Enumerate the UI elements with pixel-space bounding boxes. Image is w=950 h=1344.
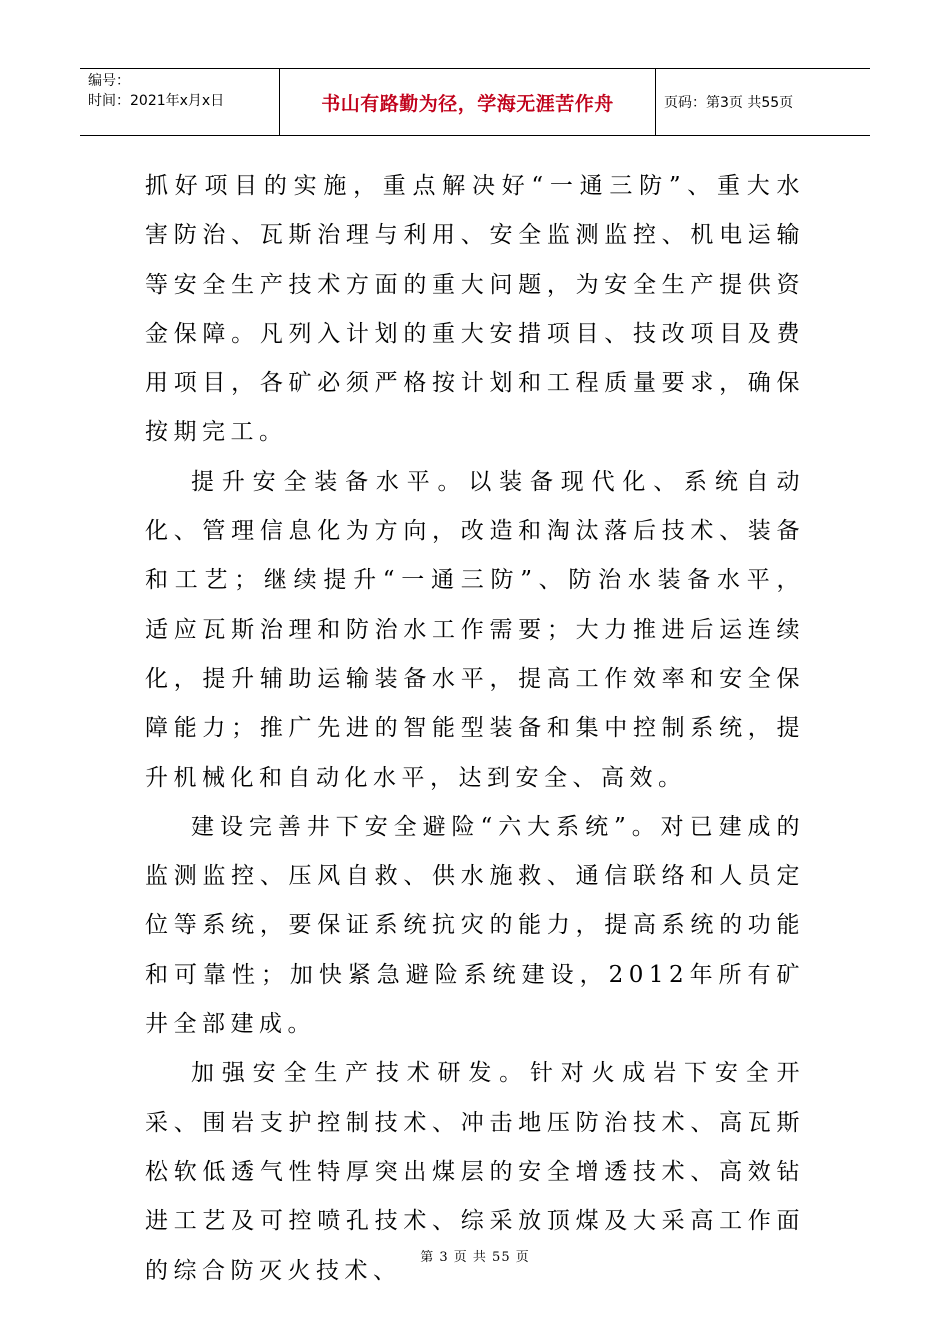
paragraph-3: 建设完善井下安全避险“六大系统”。对已建成的监测监控、压风自救、供水施救、通信联络和人员定位等系统，要保证系统抗灾的能力，提高系统的功能和可靠性；加快紧急避险系统建设，2012年所有矿井全部建成。 — [145, 813, 805, 1038]
motto-text: 书山有路勤为径，学海无涯苦作舟 — [321, 92, 614, 115]
header-page-code: 页码：第3页 共55页 — [664, 95, 794, 111]
page-header — [80, 68, 870, 136]
paragraph-4: 加强安全生产技术研发。针对火成岩下安全开采、围岩支护控制技术、冲击地压防治技术、高瓦斯松软低透气性特厚突出煤层的安全增透技术、高效钻进工艺及可控喷孔技术、综采放顶煤及大采高工作面的综合防灭火技术、 — [145, 1060, 805, 1284]
document-time-label: 时间：2021年x月x日 — [88, 93, 225, 109]
document-body — [145, 162, 805, 1296]
paragraph-1: 抓好项目的实施，重点解决好“一通三防”、重大水害防治、瓦斯治理与利用、安全监测监控、机电运输等安全生产技术方面的重大问题，为安全生产提供资金保障。凡列入计划的重大安措项目、技改项目及费用项目，各矿必须严格按计划和工程质量要求，确保按期完工。 — [145, 173, 805, 446]
header-motto-cell — [280, 69, 656, 135]
header-meta — [80, 69, 280, 135]
paragraph-2: 提升安全装备水平。以装备现代化、系统自动化、管理信息化为方向，改造和淘汰落后技术、装备和工艺；继续提升“一通三防”、防治水装备水平，适应瓦斯治理和防治水工作需要；大力推进后运连续化，提升辅助运输装备水平，提高工作效率和安全保障能力；推广先进的智能型装备和集中控制系统，提升机械化和自动化水平，达到安全、高效。 — [145, 468, 805, 791]
document-number-label: 编号： — [88, 73, 130, 89]
page-footer: 第 3 页 共 55 页 — [420, 1250, 530, 1265]
